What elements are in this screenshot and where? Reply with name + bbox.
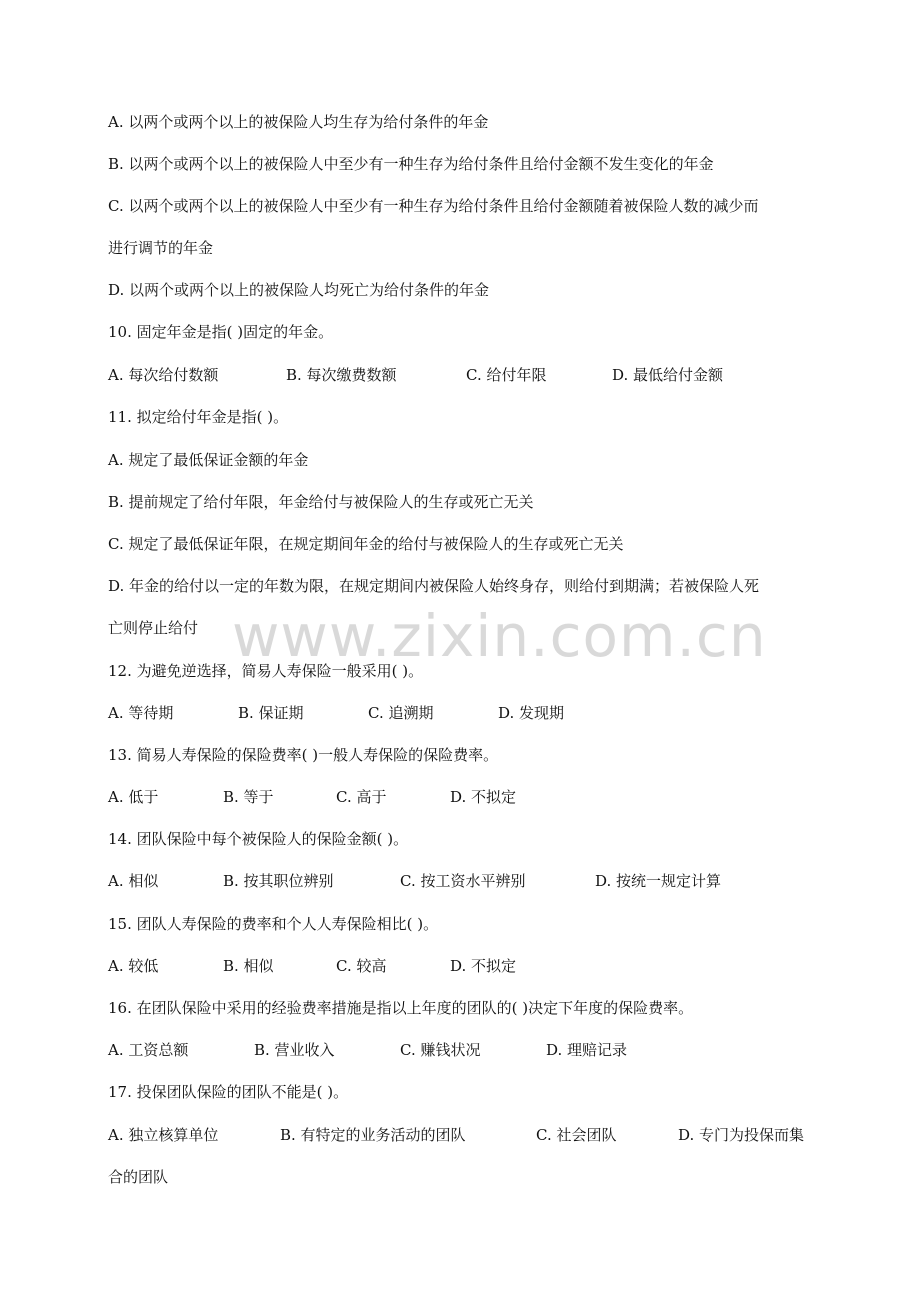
q13-option-d: D. 不拟定 xyxy=(450,788,517,806)
q17-option-a: A. 独立核算单位 xyxy=(108,1126,219,1144)
q10-option-b: B. 每次缴费数额 xyxy=(286,366,397,384)
q11-option-b: B. 提前规定了给付年限，年金给付与被保险人的生存或死亡无关 xyxy=(108,493,534,511)
q16-option-d: D. 理赔记录 xyxy=(546,1041,628,1059)
q14-option-a: A. 相似 xyxy=(108,872,159,890)
question-14-stem: 14. 团队保险中每个被保险人的保险金额( )。 xyxy=(108,830,409,848)
question-17-stem: 17. 投保团队保险的团队不能是( )。 xyxy=(108,1083,349,1101)
question-15-stem: 15. 团队人寿保险的费率和个人人寿保险相比( )。 xyxy=(108,915,439,933)
q11-option-d-continued: 亡则停止给付 xyxy=(108,619,199,637)
q14-option-c: C. 按工资水平辨别 xyxy=(400,872,526,890)
q11-option-d: D. 年金的给付以一定的年数为限，在规定期间内被保险人始终身存，则给付到期满；若被保险人死 xyxy=(108,577,760,595)
q13-option-b: B. 等于 xyxy=(223,788,274,806)
q9-option-d: D. 以两个或两个以上的被保险人均死亡为给付条件的年金 xyxy=(108,281,490,299)
q15-option-d: D. 不拟定 xyxy=(450,957,517,975)
q15-option-a: A. 较低 xyxy=(108,957,159,975)
q16-option-b: B. 营业收入 xyxy=(254,1041,335,1059)
q9-option-c: C. 以两个或两个以上的被保险人中至少有一种生存为给付条件且给付金额随着被保险人数的减少而 xyxy=(108,197,759,215)
q9-option-b: B. 以两个或两个以上的被保险人中至少有一种生存为给付条件且给付金额不发生变化的年金 xyxy=(108,155,714,173)
question-10-stem: 10. 固定年金是指( )固定的年金。 xyxy=(108,323,334,341)
q14-option-b: B. 按其职位辨别 xyxy=(223,872,334,890)
q14-option-d: D. 按统一规定计算 xyxy=(595,872,722,890)
q10-option-a: A. 每次给付数额 xyxy=(108,366,219,384)
q17-option-d-continued: 合的团队 xyxy=(108,1168,169,1186)
q16-option-a: A. 工资总额 xyxy=(108,1041,189,1059)
q17-option-b: B. 有特定的业务活动的团队 xyxy=(280,1126,466,1144)
q15-option-c: C. 较高 xyxy=(336,957,387,975)
q17-option-c: C. 社会团队 xyxy=(536,1126,617,1144)
q10-option-c: C. 给付年限 xyxy=(466,366,547,384)
q13-option-a: A. 低于 xyxy=(108,788,159,806)
question-11-stem: 11. 拟定给付年金是指( )。 xyxy=(108,408,289,426)
q9-option-a: A. 以两个或两个以上的被保险人均生存为给付条件的年金 xyxy=(108,113,489,131)
q17-option-d: D. 专门为投保而集 xyxy=(678,1126,805,1144)
q10-option-d: D. 最低给付金额 xyxy=(612,366,724,384)
question-13-stem: 13. 简易人寿保险的保险费率( )一般人寿保险的保险费率。 xyxy=(108,746,499,764)
q12-option-d: D. 发现期 xyxy=(498,704,565,722)
question-12-stem: 12. 为避免逆选择，简易人寿保险一般采用( )。 xyxy=(108,662,424,680)
q15-option-b: B. 相似 xyxy=(223,957,274,975)
q11-option-a: A. 规定了最低保证金额的年金 xyxy=(108,451,309,469)
q11-option-c: C. 规定了最低保证年限，在规定期间年金的给付与被保险人的生存或死亡无关 xyxy=(108,535,624,553)
q16-option-c: C. 赚钱状况 xyxy=(400,1041,481,1059)
q9-option-c-continued: 进行调节的年金 xyxy=(108,239,214,257)
q12-option-c: C. 追溯期 xyxy=(368,704,434,722)
question-16-stem: 16. 在团队保险中采用的经验费率措施是指以上年度的团队的( )决定下年度的保险费率。 xyxy=(108,999,694,1017)
watermark-text: www.zixin.com.cn xyxy=(232,602,767,670)
q13-option-c: C. 高于 xyxy=(336,788,387,806)
q12-option-a: A. 等待期 xyxy=(108,704,174,722)
q12-option-b: B. 保证期 xyxy=(238,704,304,722)
